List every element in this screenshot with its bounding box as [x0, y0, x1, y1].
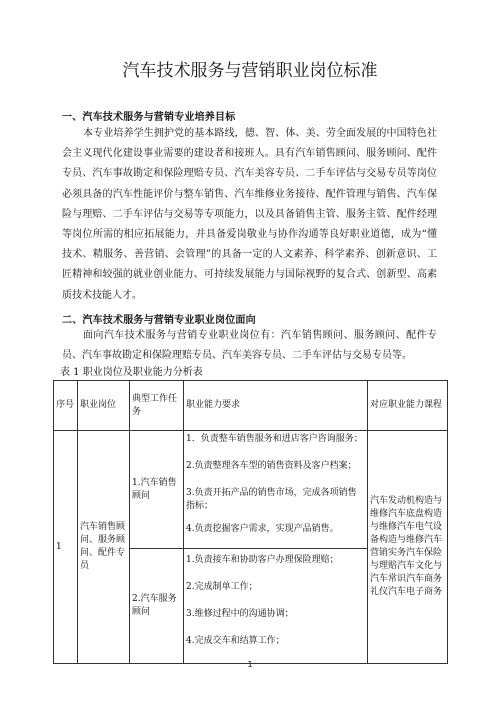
- section2-heading: 二、汽车技术服务与营销专业职业岗位面向: [62, 315, 256, 326]
- row-task-1: 1.汽车销售顾问: [130, 431, 184, 549]
- header-position: 职业岗位: [78, 381, 130, 431]
- req-line: 1.负责接车和协助客户办理保险理赔；: [186, 555, 339, 565]
- row-courses: 汽车发动机构造与维修汽车底盘构造与维修汽车电气设备构造与维修汽车营销实务汽车保险与理赔汽车文化与汽车常识汽车商务礼仪汽车电子商务: [368, 431, 448, 664]
- row-task-2-reqs: [184, 549, 368, 664]
- table-header-row: [54, 381, 448, 431]
- req-line: 4.完成交车和结算工作；: [186, 636, 285, 646]
- req-line: 2.负责整理各车型的销售资料及客户档案；: [186, 461, 357, 471]
- table-row: [54, 431, 448, 549]
- row-task-1-reqs: [184, 431, 368, 549]
- req-line: 3.负责开拓产品的销售市场，完成各项销售指标；: [186, 488, 357, 511]
- row-no: 1: [54, 431, 78, 664]
- header-ability: 职业能力要求: [184, 381, 368, 431]
- header-task: 典型工作任务: [130, 381, 184, 431]
- header-course: 对应职业能力课程: [368, 381, 448, 431]
- section2-body: 面向汽车技术服务与营销专业职业岗位有：汽车销售顾问、服务顾问、配件专员、汽车事故勘定和保险理赔专员、汽车美容专员、二手车评估与交易专员等。: [62, 330, 437, 362]
- page-number: 1: [247, 660, 253, 669]
- section1-body: 本专业培养学生拥护党的基本路线，德、智、体、美、劳全面发展的中国特色社会主义现代化建设事业需要的建设者和接班人。具有汽车销售顾问、服务顾问、配件专员、汽车事故勘定和保险理赔专员、汽车美容专员、二手车评估与交易专员等岗位必须具备的汽车性能评价与整车销售、汽车维修业务接待、配件管理与销售、汽车保险与理赔、二手车评估与交易等专项能力，以及具备销售主管、服务主管、配件经理等岗位所需的相应拓展能力，并具备爱岗敬业与协作沟通等良好职业道德，成为“懂技术、精服务、善营销、会管理”的具备一定的人文素养、科学素养、创新意识、工匠精神和较强的就业创业能力、可持续发展能力与国际视野的复合式、创新型、高素质技术技能人才。: [62, 128, 437, 301]
- header-no: 序号: [54, 381, 78, 431]
- table-caption: 表 1 职业岗位及职业能力分析表: [60, 367, 203, 378]
- document-title: 汽车技术服务与营销职业岗位标准: [122, 61, 378, 81]
- section1-heading: 一、汽车技术服务与营销专业培养目标: [62, 112, 236, 123]
- row-position: 汽车销售顾问、服务顾问、配件专员: [78, 431, 130, 664]
- row-task-2: 2.汽车服务顾问: [130, 549, 184, 664]
- req-line: 2.完成制单工作；: [186, 582, 258, 592]
- position-ability-table: [53, 380, 448, 664]
- req-line: 3.维修过程中的沟通协调；: [186, 609, 294, 619]
- req-line: 1．负责整车销售服务和进店客户咨询服务；: [186, 434, 363, 444]
- req-line: 4.负责挖掘客户需求，实现产品销售。: [186, 524, 339, 534]
